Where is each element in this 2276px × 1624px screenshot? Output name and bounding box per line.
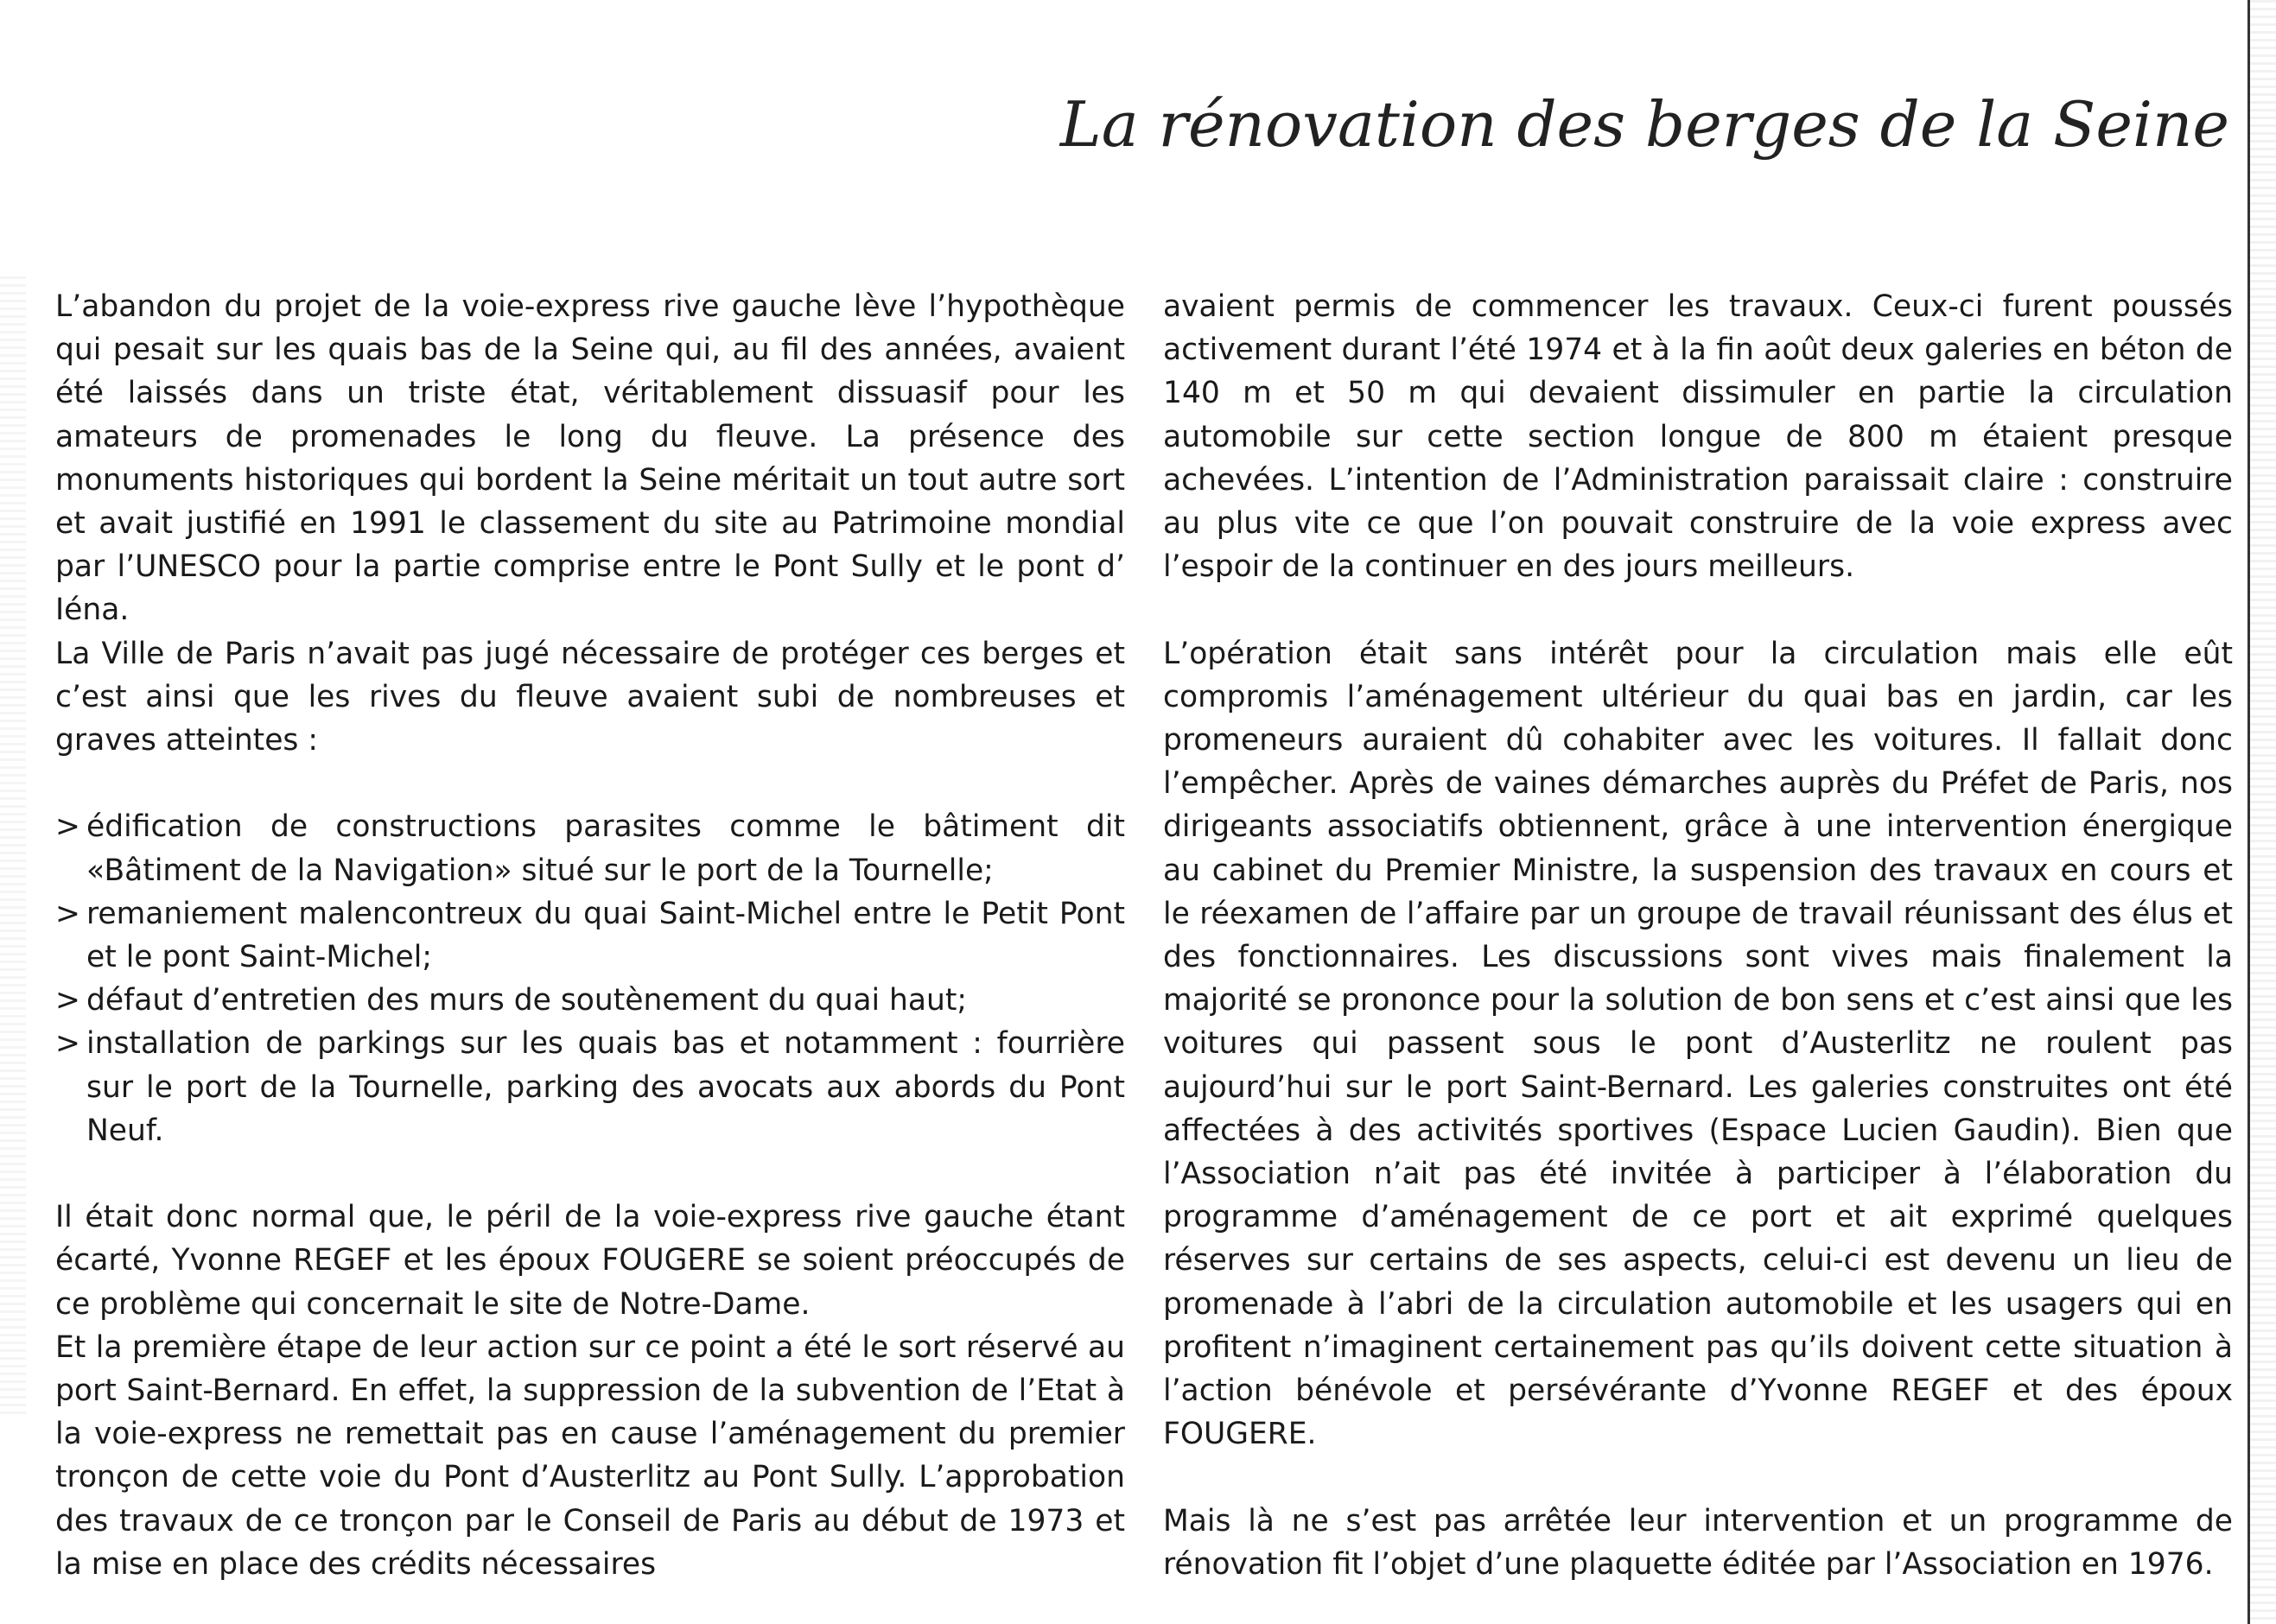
list-item xyxy=(55,892,1125,979)
scan-edge-left xyxy=(0,276,26,1417)
list-item-text: installation de parkings sur les quais bas et notamment : fourrière sur le port de la Tournelle, parking des avocats aux abords du Pont Neuf. xyxy=(86,1026,1125,1148)
paragraph-intro: L’abandon du projet de la voie-express rive gauche lève l’hypothèque qui pesait sur les quais bas de la Seine qui, au fil des années, avaient été laissés dans un triste état, véritablement dissuasif pour les amateurs de promenades le long du fleuve. La présence des monuments historiques qui bordent la Seine méritait un tout autre sort et avait justifié en 1991 le classement du site au Patrimoine mondial par l’UNESCO pour la partie comprise entre le Pont Sully et le pont d’ Iéna. xyxy=(55,289,1125,628)
right-column xyxy=(1163,285,2233,1586)
list-item-text: défaut d’entretien des murs de soutènement du quai haut; xyxy=(86,983,968,1018)
paragraph-works: avaient permis de commencer les travaux. Ceux-ci furent poussés activement durant l’été 1974 et à la fin août deux galeries en béton de 140 m et 50 m qui devaient dissimuler en partie la circulation automobile sur cette section longue de 800 m étaient presque achevées. L’intention de l’Administration paraissait claire : construire au plus vite ce que l’on pouvait construire de la voie express avec l’espoir de la continuer en des jours meilleurs. xyxy=(1163,289,2233,585)
list-item xyxy=(55,805,1125,891)
scan-edge-right xyxy=(2247,0,2276,1624)
paragraph-gap xyxy=(55,1152,1125,1196)
list-item xyxy=(55,979,1125,1022)
list-bullet: > xyxy=(55,1026,80,1062)
paragraph-damages-intro: La Ville de Paris n’avait pas jugé nécessaire de protéger ces berges et c’est ainsi que les rives du fleuve avaient subi de nombreuses et graves atteintes : xyxy=(55,636,1125,758)
paragraph-gap xyxy=(55,762,1125,805)
paragraph-gap xyxy=(1163,588,2233,631)
list-bullet: > xyxy=(55,983,80,1018)
list-item xyxy=(55,1022,1125,1152)
paragraph-renovation-programme: Mais là ne s’est pas arrêtée leur intervention et un programme de rénovation fit l’objet d’une plaquette éditée par l’Association en 1976. xyxy=(1163,1503,2233,1582)
left-column xyxy=(55,285,1125,1586)
list-item-text: édification de constructions parasites comme le bâtiment dit «Bâtiment de la Navigation» situé sur le port de la Tournelle; xyxy=(86,809,1125,888)
list-bullet: > xyxy=(55,809,80,845)
paragraph-operation: L’opération était sans intérêt pour la circulation mais elle eût compromis l’aménagement ultérieur du quai bas en jardin, car les promeneurs auraient dû cohabiter avec les voitures. Il fallait donc l’empêcher. Après de vaines démarches auprès du Préfet de Paris, nos dirigeants associatifs obtiennent, grâce à une intervention énergique au cabinet du Premier Ministre, la suspension des travaux en cours et le réexamen de l’affaire par un groupe de travail réunissant des élus et des fonctionnaires. Les discussions sont vives mais finalement la majorité se prononce pour la solution de bon sens et c’est ainsi que les voitures qui passent sous le pont d’Austerlitz ne roulent pas aujourd’hui sur le port Saint-Bernard. Les galeries construites ont été affectées à des activités sportives (Espace Lucien Gaudin). Bien que l’Association n’ait pas été invitée à participer à l’élaboration du programme d’aménagement de ce port et ait exprimé quelques réserves sur certains de ses aspects, celui-ci est devenu un lieu de promenade à l’abri de la circulation automobile et les usagers qui en profitent n’imaginent certainement pas qu’ils doivent cette situation à l’action bénévole et persévérante d’Yvonne REGEF et des époux FOUGERE. xyxy=(1163,636,2233,1452)
paragraph-gap xyxy=(1163,1456,2233,1499)
paragraph-notre-dame: Il était donc normal que, le péril de la voie-express rive gauche étant écarté, Yvonne REGEF et les époux FOUGERE se soient préoccupés de ce problème qui concernait le site de Notre-Dame. xyxy=(55,1200,1125,1322)
page-title: La rénovation des berges de la Seine xyxy=(1059,88,2229,161)
paragraph-saint-bernard: Et la première étape de leur action sur ce point a été le sort réservé au port Saint-Bernard. En effet, la suppression de la subvention de l’Etat à la voie-express ne remettait pas en cause l’aménagement du premier tronçon de cette voie du Pont d’Austerlitz au Pont Sully. L’approbation des travaux de ce tronçon par le Conseil de Paris au début de 1973 et la mise en place des crédits nécessaires xyxy=(55,1329,1125,1582)
damages-list xyxy=(55,805,1125,1152)
list-bullet: > xyxy=(55,896,80,931)
list-item-text: remaniement malencontreux du quai Saint-Michel entre le Petit Pont et le pont Saint-Michel; xyxy=(86,896,1125,975)
